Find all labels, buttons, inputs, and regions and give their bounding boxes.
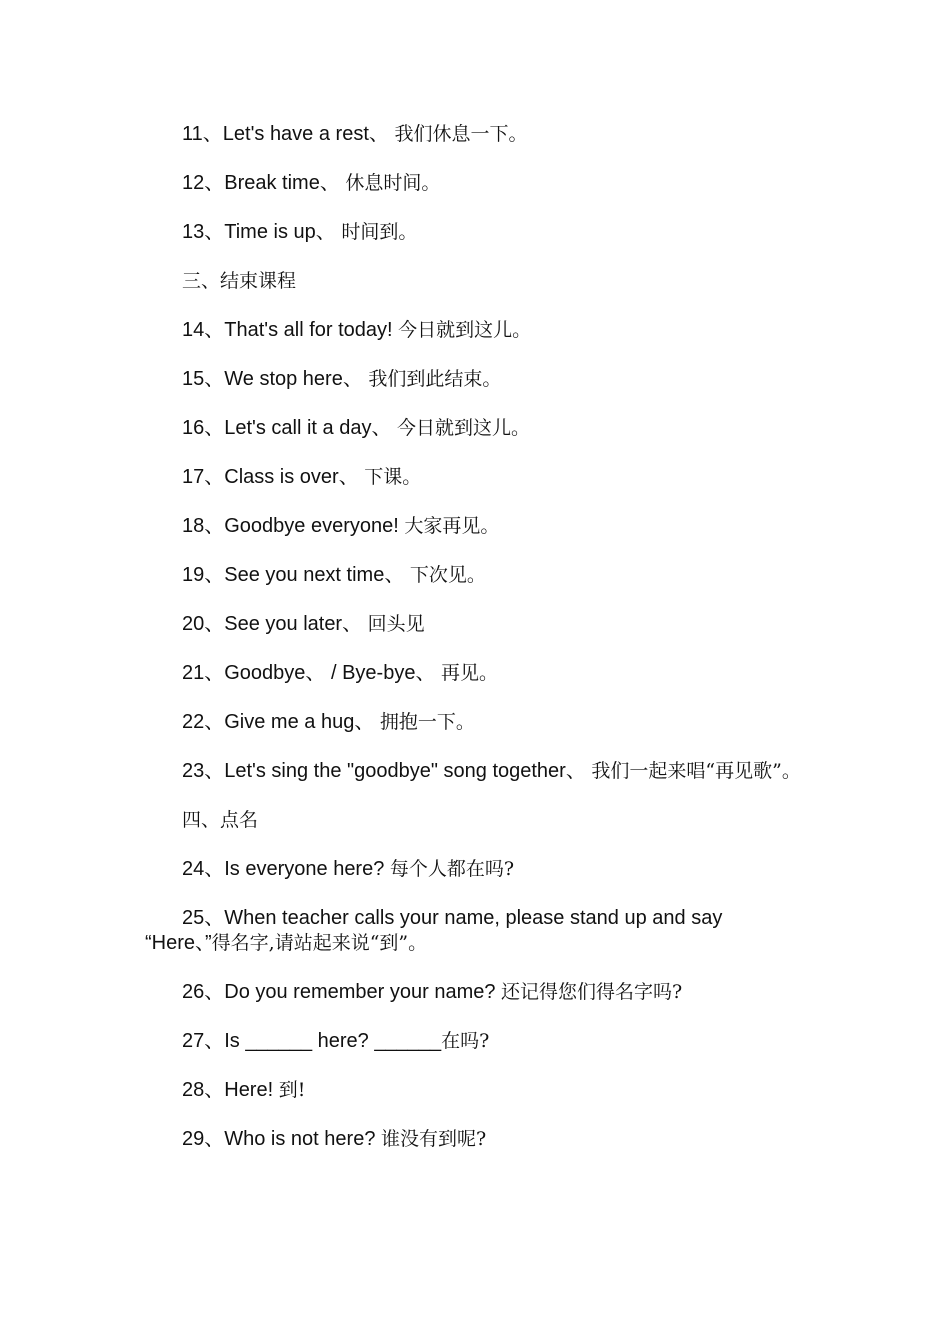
chinese-translation: 还记得您们得名字吗? xyxy=(501,981,683,1003)
english-phrase: 24、Is everyone here? xyxy=(182,858,390,880)
chinese-translation: 回头见 xyxy=(367,613,425,635)
english-phrase: 27、Is ______ here? ______ xyxy=(182,1030,442,1052)
chinese-translation: 今日就到这儿。 xyxy=(398,319,532,341)
phrase-line xyxy=(145,318,805,343)
phrase-line xyxy=(145,514,805,539)
english-phrase: 12、Break time、 xyxy=(182,172,346,194)
english-phrase: 16、Let's call it a day、 xyxy=(182,417,398,439)
phrase-line xyxy=(145,1029,805,1054)
phrase-line xyxy=(145,367,805,392)
chinese-translation: 每个人都在吗? xyxy=(389,858,515,880)
section-heading: 三、结束课程 xyxy=(182,270,297,292)
english-phrase: 25、When teacher calls your name, please stand up and say “Here、” xyxy=(145,907,723,954)
chinese-translation: 谁没有到呢? xyxy=(381,1128,487,1150)
chinese-translation: 得名字,请站起来说“到”。 xyxy=(211,932,428,954)
phrase-line xyxy=(145,122,805,147)
english-phrase: 28、Here! xyxy=(182,1079,279,1101)
phrase-line xyxy=(145,710,805,735)
chinese-translation: 今日就到这儿。 xyxy=(397,417,531,439)
phrase-line xyxy=(145,980,805,1005)
chinese-translation: 拥抱一下。 xyxy=(379,711,475,733)
phrase-line xyxy=(145,416,805,441)
phrase-line xyxy=(145,1127,805,1152)
phrase-line xyxy=(145,171,805,196)
english-phrase: 11、Let's have a rest、 xyxy=(182,123,395,145)
phrase-line xyxy=(145,612,805,637)
section-heading: 四、点名 xyxy=(182,809,259,831)
chinese-translation: 再见。 xyxy=(441,662,499,684)
english-phrase: 14、That's all for today! xyxy=(182,319,399,341)
chinese-translation: 我们到此结束。 xyxy=(368,368,502,390)
chinese-translation: 我们一起来唱“再见歌”。 xyxy=(591,760,801,782)
phrase-line xyxy=(145,1078,805,1103)
english-phrase: 15、We stop here、 xyxy=(182,368,369,390)
phrase-line xyxy=(145,465,805,490)
english-phrase: 23、Let's sing the "goodbye" song together、 xyxy=(182,760,592,782)
phrase-line xyxy=(145,906,805,956)
chinese-translation: 在吗? xyxy=(441,1030,490,1052)
english-phrase: 20、See you later、 xyxy=(182,613,368,635)
document-page xyxy=(145,122,805,1176)
english-phrase: 26、Do you remember your name? xyxy=(182,981,502,1003)
chinese-translation: 下课。 xyxy=(364,466,422,488)
english-phrase: 19、See you next time、 xyxy=(182,564,410,586)
english-phrase: 21、Goodbye、 / Bye-bye、 xyxy=(182,662,442,684)
chinese-translation: 休息时间。 xyxy=(345,172,441,194)
chinese-translation: 到! xyxy=(278,1079,306,1101)
chinese-translation: 我们休息一下。 xyxy=(394,123,528,145)
phrase-line xyxy=(145,857,805,882)
english-phrase: 22、Give me a hug、 xyxy=(182,711,380,733)
chinese-translation: 下次见。 xyxy=(409,564,486,586)
english-phrase: 18、Goodbye everyone! xyxy=(182,515,405,537)
english-phrase: 29、Who is not here? xyxy=(182,1128,381,1150)
english-phrase: 13、Time is up、 xyxy=(182,221,342,243)
chinese-translation: 时间到。 xyxy=(341,221,418,243)
phrase-line xyxy=(145,563,805,588)
english-phrase: 17、Class is over、 xyxy=(182,466,365,488)
chinese-translation: 大家再见。 xyxy=(404,515,500,537)
phrase-line xyxy=(145,661,805,686)
phrase-line xyxy=(145,220,805,245)
phrase-line xyxy=(145,759,805,784)
